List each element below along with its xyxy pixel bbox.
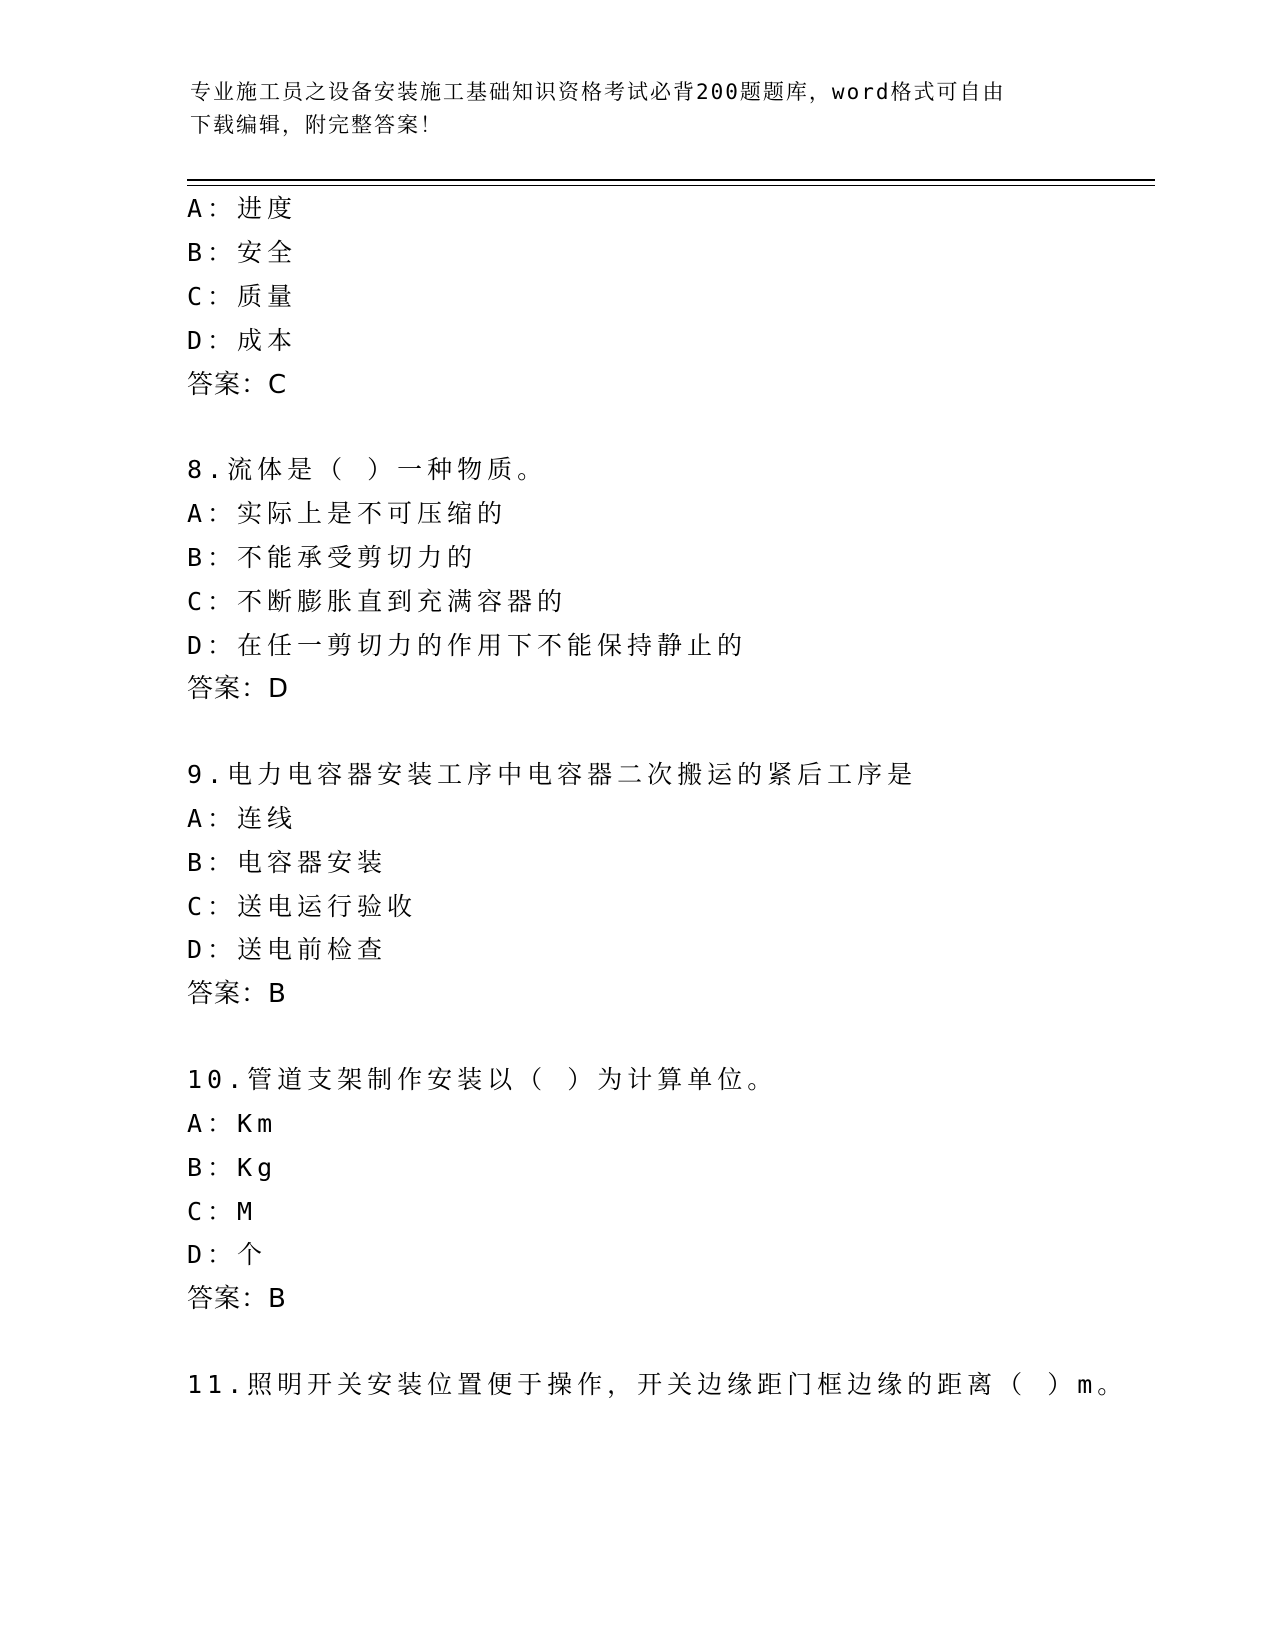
question-8-stem: 8.流体是（ ）一种物质。 (187, 455, 548, 484)
prev-option-a: A：进度 (187, 194, 298, 223)
question-10-option-c: C：M (187, 1197, 258, 1226)
prev-answer: 答案：C (187, 370, 288, 400)
question-10-option-d: D：个 (187, 1240, 268, 1269)
question-10-option-a: A：Km (187, 1109, 278, 1138)
header-divider-thick (187, 179, 1155, 181)
prev-option-b: B：安全 (187, 238, 298, 267)
question-9-option-d: D：送电前检查 (187, 935, 388, 964)
question-9-option-a: A：连线 (187, 804, 298, 833)
question-9-option-c: C：送电运行验收 (187, 892, 418, 921)
header-line-2: 下载编辑，附完整答案！ (190, 113, 443, 137)
question-9-answer: 答案：B (187, 979, 287, 1009)
header-line-1: 专业施工员之设备安装施工基础知识资格考试必背200题题库，word格式可自由 (190, 80, 1006, 104)
question-11-stem: 11.照明开关安装位置便于操作，开关边缘距门框边缘的距离（ ）m。 (187, 1370, 1128, 1399)
question-8-answer: 答案：D (187, 674, 290, 704)
question-9-stem: 9.电力电容器安装工序中电容器二次搬运的紧后工序是 (187, 760, 918, 789)
question-10-answer: 答案：B (187, 1284, 287, 1314)
question-8-option-d: D：在任一剪切力的作用下不能保持静止的 (187, 631, 748, 660)
header-divider-thin (187, 185, 1155, 186)
question-10-stem: 10.管道支架制作安装以（ ）为计算单位。 (187, 1065, 778, 1094)
document-header (190, 76, 1090, 142)
prev-option-d: D：成本 (187, 326, 298, 355)
question-8-option-c: C：不断膨胀直到充满容器的 (187, 587, 568, 616)
question-9-option-b: B：电容器安装 (187, 848, 388, 877)
question-10-option-b: B：Kg (187, 1153, 278, 1182)
prev-option-c: C：质量 (187, 282, 298, 311)
question-8-option-b: B：不能承受剪切力的 (187, 543, 478, 572)
question-8-option-a: A：实际上是不可压缩的 (187, 499, 508, 528)
